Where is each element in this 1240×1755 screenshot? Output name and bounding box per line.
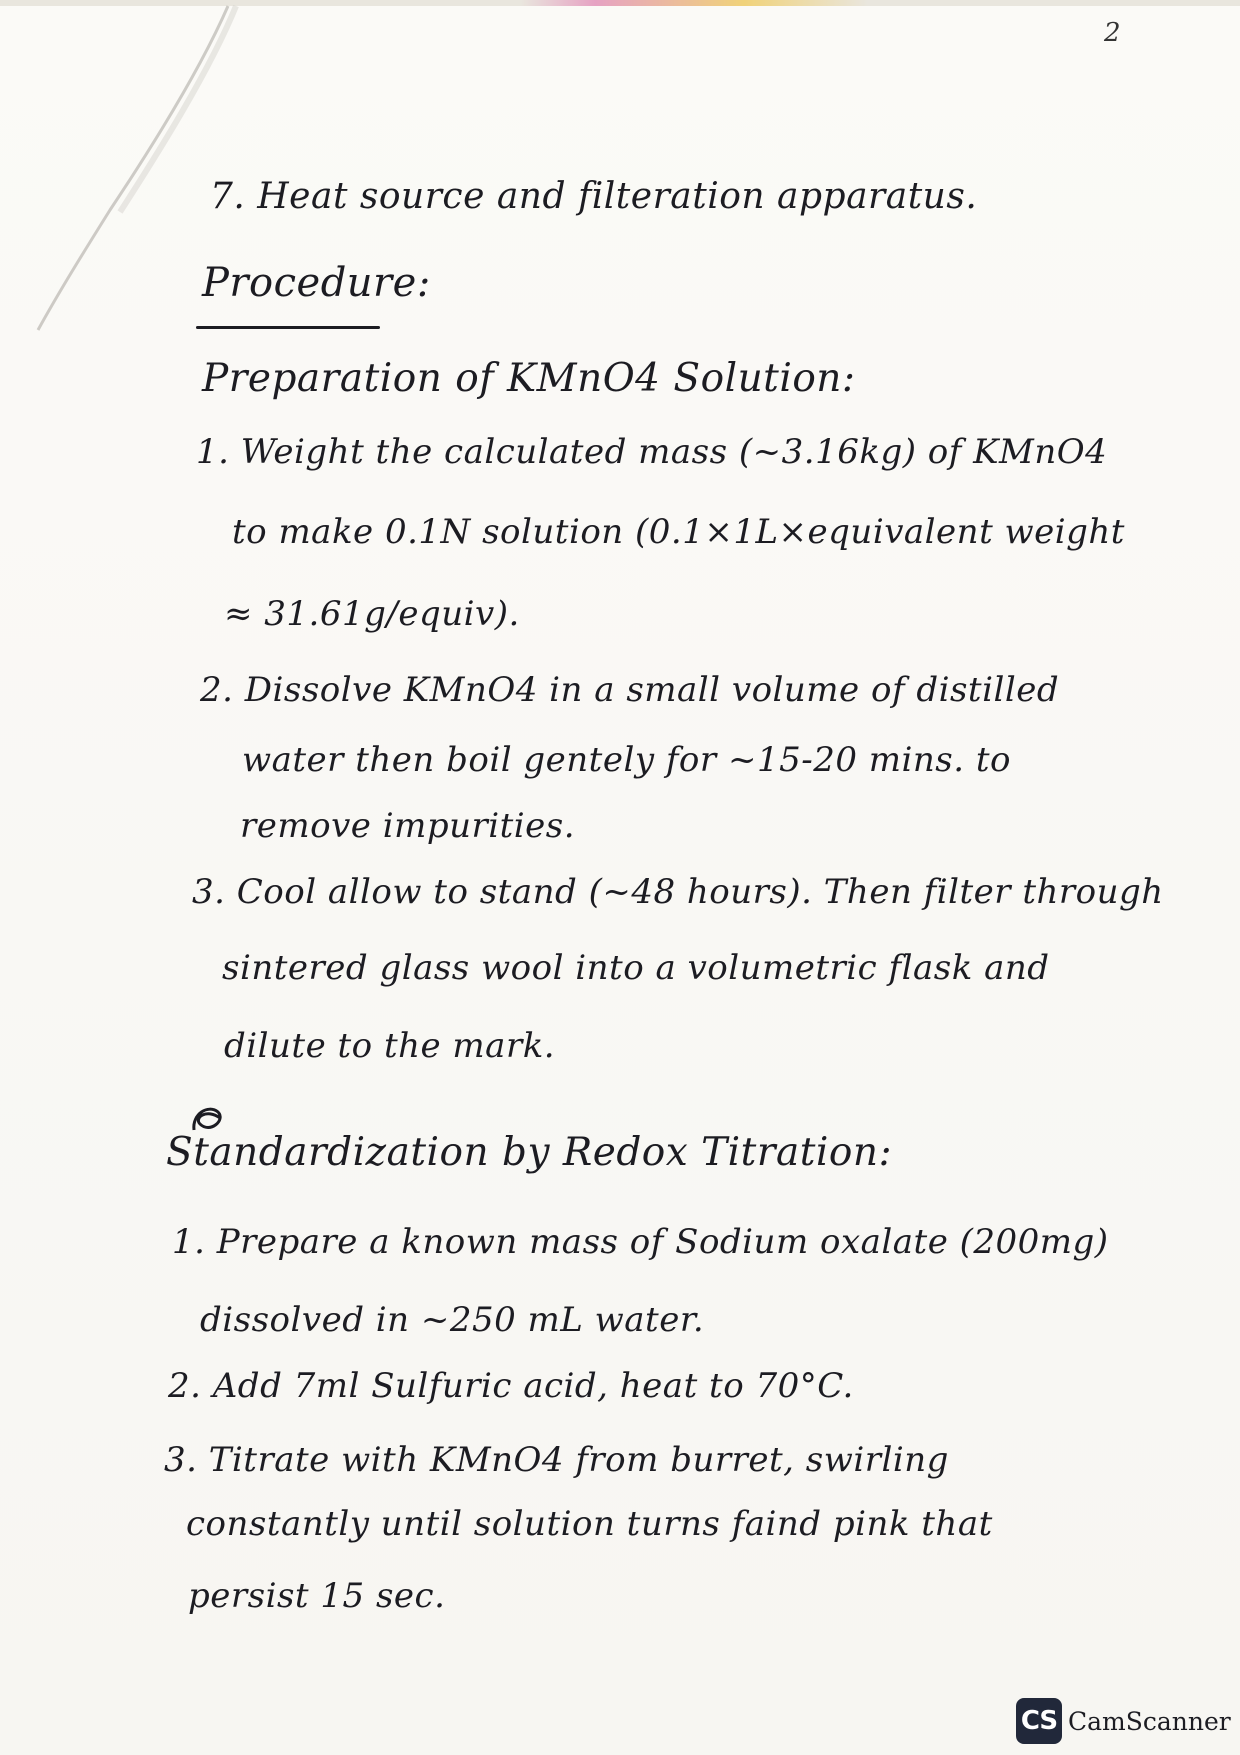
standardization-heading: Standardization by Redox Titration: [166, 1130, 893, 1175]
std-step-1-line-1: 1. Prepare a known mass of Sodium oxalate (200mg) [172, 1222, 1109, 1262]
std-step-3-line-3: persist 15 sec. [188, 1576, 446, 1616]
std-step-3-line-1: 3. Titrate with KMnO4 from burret, swirling [164, 1440, 949, 1480]
prep-step-2-line-1: 2. Dissolve KMnO4 in a small volume of distilled [200, 670, 1060, 710]
std-step-2: 2. Add 7ml Sulfuric acid, heat to 70°C. [168, 1366, 854, 1406]
procedure-heading: Procedure: [202, 260, 431, 306]
heat-source-line: 7. Heat source and filteration apparatus. [210, 176, 978, 217]
prep-step-2-line-2: water then boil gentely for ~15-20 mins. to [242, 740, 1011, 780]
prep-step-1-line-1: 1. Weight the calculated mass (~3.16kg) of KMnO4 [196, 432, 1108, 472]
prep-step-2-line-3: remove impurities. [240, 806, 576, 846]
preparation-heading: Preparation of KMnO4 Solution: [202, 356, 856, 401]
prep-step-3-line-2: sintered glass wool into a volumetric flask and [222, 948, 1050, 988]
std-step-3-line-2: constantly until solution turns faind pink that [186, 1504, 993, 1544]
camscanner-text: CamScanner [1068, 1706, 1231, 1736]
prep-step-3-line-3: dilute to the mark. [224, 1026, 556, 1066]
camscanner-logo-icon: CS [1016, 1698, 1062, 1744]
prep-step-3-line-1: 3. Cool allow to stand (~48 hours). Then filter through [192, 872, 1164, 912]
prep-step-1-line-3: ≈ 31.61g/equiv). [224, 594, 520, 634]
prep-step-1-line-2: to make 0.1N solution (0.1×1L×equivalent weight [232, 512, 1125, 552]
std-step-1-line-2: dissolved in ~250 mL water. [200, 1300, 705, 1340]
camscanner-watermark [1016, 1698, 1231, 1744]
page-number-mark: 2 [1104, 18, 1121, 48]
procedure-underline [196, 326, 380, 329]
